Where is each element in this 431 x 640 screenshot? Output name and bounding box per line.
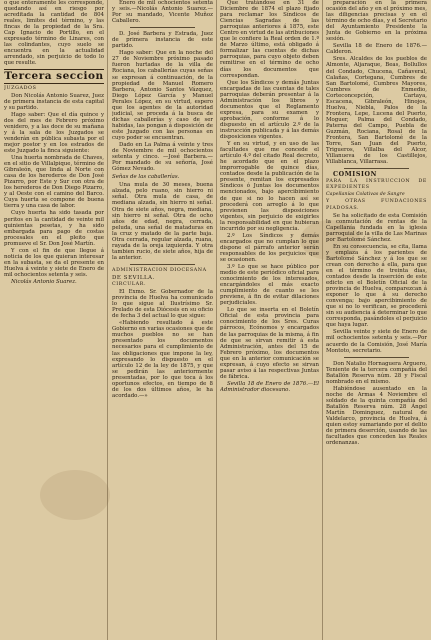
admin-title: ADMINISTRACION DIOCESANA	[112, 267, 207, 273]
col4-paragraph: Habiéndose ausentado en la noche de Armas 4 Noviembre el soldado de la quinta compañía del Batallón Reserva núm. 28 Ángel Martín Dominguez, natural de Valdelarco, provincia de Huelva, á quien estoy sumariando por el delito de primera deserción, usando de las facultades que conceden las Reales ordenanzas.	[326, 385, 427, 447]
admin-paragraph: El Exmo. Sr. Gobernador de la provincia de Huelva ha comunicado lo que sigue al Ilustrísimo Sr. Prelado de esta Diócesis en su oficio de fecha 3 del actual lo que sigue:	[112, 289, 213, 320]
divider	[130, 27, 195, 28]
col2-paragraph: Dado en La Palma á veinte y tres de Noviembre de mil ochocientos setenta y cinco. —José Barbera.—Por mandado de su señoría, José Gómez Nevado.	[112, 142, 213, 173]
comision-subtitle-3: Y OTRAS FUNDACIONES PIADOSAS.	[326, 199, 427, 211]
col1-paragraph: Y con el fin de que llegue á noticia de los que quieran interesar en la subasta, se da el presente en Huelva á veinte y siete de Enero de mil ochocientos setenta y seis.	[4, 247, 104, 278]
col2-paragraph: D. José Barbera y Estrada, Juez de primera instancia de este partido.	[112, 31, 213, 50]
col4-paragraph: En su consecuencia, se cita, llama y emplaza á los parientes de Bartolomé Sánchez y á los que se crean con derecho á ella, para que en el término de treinta días, contados desde la inserción de este edicto en el Boletín Oficial de la provincia de Huelva, comparezcan á exponer lo que á su derecho convenga; bajo apercibimiento de que si no lo verifican, se procederá sin su audiencia á determinar lo que corresponda, pasándoles el perjuicio que haya lugar.	[326, 243, 427, 329]
col3-paragraph: Que los Síndicos y demás Juntas encargadas de las cuentas de tales parroquias deberán presentar á la Administración los libros y documentos que el Reglamento expresa, para su examen y aprobación, conforme á lo dispuesto en el artículo 2.º de la instrucción publicada y á las demás disposiciones vigentes.	[220, 79, 319, 141]
signs-title: Señas de las caballerías.	[112, 174, 180, 181]
col1-paragraph: Cuyo huerta ha sido tasada por peritos en la cantidad de veinte mil quinientas pesetas, y ha sido embargada para pago de costas procesales en el pleito que promueve el Sr. Don José Martín.	[4, 210, 104, 247]
admin-paragraph: «Habiendo resultado á este Gobierno en varias ocasiones que de muchos pueblos no se han presentado los documentos necesarios para el cumplimiento de las obligaciones que impone la ley, expresando lo dispuesto en el artículo 12 de la ley de 1875, y que se pedirán las anteriormente presentadas, por lo que toca á los oportunos efectos, en tiempo de 8 de los dos últimos años, le ha acordado.—»	[112, 320, 213, 399]
col4-paragraph: Don Natalio Hornaguera Arguero, Teniente de la tercera compañía del Batallón Reserva núm. 28 y Fiscal nombrado en el mismo.	[326, 360, 427, 385]
col1-paragraph: Don Nicolás Antonio Suarez, Juez de primera instancia de esta capital y su partido.	[4, 92, 104, 111]
section-subtitle: JUZGADOS	[4, 85, 37, 91]
col2-top: Enero de mil ochocientos setenta y seis.—Nicolás Antonio Suarez.—Por su mandado, Vicente Muñoz Caballero.	[112, 0, 213, 25]
col3-paragraph: Lo que se inserta en el Boletín Oficial de esta provincia para conocimiento de los Sres. Curas párrocos, Ecónomos y encargados de las parroquias de la misma, á fin de que se sirvan remitir á esta Administración, antes del 15 de Febrero próximo, los documentos que en la anterior comunicación se expresan, á cuyo efecto se sirvan pasar aviso á las respectivas Juntas de fábrica.	[220, 307, 319, 380]
col4-top: preparación en la primera ocasión del año y en el próximo mes, las diligencias precisas y en el término de ocho días, y el Secretario del Ayuntamiento Presidente la Junta de Gobierno en la próxima sesión.	[326, 0, 427, 43]
col1-paragraph: Hago saber: Que el día quince y dos del mes de Febrero próximo venidero, y a las doce de su mañana y á la sala de los Juzgados se venderán en pública subasta por el mejor postor y en los estrados de este Juzgado la finca siguiente:	[4, 111, 104, 154]
col3-paragraph: 2.º Los Síndicos y demás encargados que no cumplan lo que dispone el párrafo anterior serán responsables de los perjuicios que se ocasionen.	[220, 232, 319, 263]
col3-paragraph: Que tratándose en 31 de Diciembre de 1874 el plazo fijado para reclamar los Síndicos de Ciencias Sagradas de las parroquias anteriores á 1875, este Centro en virtud de las atribuciones que le confiere la Real orden de 1.º de Marzo último, está obligado á formalizar las cuentas de dichas parroquias, para cuyo objeto deben remitirse en el término de ocho días los documentos que correspondan.	[220, 0, 319, 79]
col1-signature: Nicolás Antonio Suarez.	[11, 278, 77, 285]
admin-place: DE SEVILLA.	[112, 274, 155, 281]
divider	[344, 357, 409, 358]
divider	[130, 264, 195, 265]
section-title: Tercera seccion	[4, 69, 104, 82]
comision-subtitle-1: PARA LA INSTRUCCION DE EXPEDIENTES	[326, 179, 427, 191]
col3-paragraph: 3.º Lo que se hace público por medio de este periódico oficial para conocimiento de los interesados, encargándoles el más exacto cumplimiento de cuanto se les previene, á fin de evitar dilaciones perjudiciales.	[220, 264, 319, 307]
col4-paragraph: Se ha solicitado de esta Comisión la conmutación de rentas de la Capellanía fundada en la iglesia parroquial de la villa de Las Marinas por Bartolomé Sánchez.	[326, 212, 427, 243]
col1-intro: o que enteramente les corresponde, quedando así en riesgo por acreditada la cantidad de 804 reales, limites del término, y las fincas de la propiedad de la Sra. Cap Ignacio de Portillo, en el expresado término de Linares, con las colindantes, cuyo suelo se encuentra en la actualidad arrendado, sin perjuicio de todo lo que resulte.	[4, 0, 104, 67]
column-2	[112, 0, 213, 640]
comision-subtitle-2: Capellanías Colativas de Sangre	[326, 192, 405, 198]
column-3	[220, 0, 319, 640]
col3-paragraph: Y en su virtud, y en uso de las facultades que me concede el artículo 4.º del citado Real decreto, he acordado que en el plazo improrrogable de quince días, contados desde la publicación de la presente, remitan los expresados Síndicos ó Juntas los documentos mencionados, bajo apercibimiento de que si no lo hacen así se procederá con arreglo á lo que previenen las disposiciones vigentes, sin perjuicio de exigirles la responsabilidad en que hubieran incurrido por su negligencia.	[220, 141, 319, 232]
circular-label: CIRCULAR.	[112, 282, 147, 288]
column-rule	[322, 0, 323, 640]
signs-paragraph: Una mula de 30 meses, buena alzada, pelo ruano, sin hierro ni señal. Otra mula de casa, de mediana alzada, sin hierro ni señal. Otra de siete años, negra, mediana, sin hierro ni señal. Otra de ocho años de edad, negra, cerrada, peluda, una señal de mataduras en la cruz y matado de la parte baja. Otra cerrada, regular alzada, ruana, rayada de la oreja izquierda. Y otra tambien rucio, de siete años, hija de la anterior.	[112, 182, 213, 261]
col2-paragraph: Hago saber: Que en la noche del 27 de Noviembre próximo pasado fueron hurtadas de la villa de Rociana, los caballerías cuyas señas se expresan á continuación, de la propiedad de Manuel Romero Barbera, Antonio Santos Vázquez, Diego López García y Manuel Perales López, en su virtud, espero que los agentes de la autoridad judicial, se proceda á la busca de dichas caballerías y caso de ser habidas, las pongan á disposición de este Juzgado con las personas en cuyo poder se encuentran.	[112, 50, 213, 141]
column-4	[326, 0, 427, 640]
col3-signature: Sevilla 18 de Enero de 1876.—El Administrador diocesano.	[220, 380, 319, 393]
column-rule	[216, 0, 217, 640]
col1-paragraph: Una huerta nombrada de Chaves, en el sitio de Villalpique, término de Gibraleón, que linda al Norte con casa de los herederos de Don José Pizarro, por Este y Sur con otra de los herederos de Don Diego Pizarro, y al Oeste con el camino del Barco. Cuya huerta se compone de buena tierra y una casa de labor.	[4, 155, 104, 210]
col4-top: Sevilla 18 de Enero de 1876.—Calderon.	[326, 43, 427, 56]
column-1	[4, 0, 104, 640]
comision-title: COMISION	[333, 171, 377, 179]
col4-top: Sres. Alcaldes de los pueblos de Almonte, Aljaraque, Beas, Bollullos del Condado, Chucena, Cañaveral, Calañas, Cortegana, Cumbres de San Bartolomé, Cumbres Mayores, Cumbres de Enmedio, Corteconcepción, Cartaya, Escacena, Gibraleón, Hinojos, Huelva, Niebla, Palos de la Frontera, Lepe, Lucena del Puerto, Moguer, Palma del Condado, Paterna del Campo, Puebla de Guzmán, Rociana, Rosal de la Frontera, San Bartolomé de la Torre, San Juan del Puerto, Trigueros, Villalba del Alcor, Villanueva de los Castillejos, Villablanca, Villarrasa.	[326, 56, 427, 166]
column-rule	[107, 0, 108, 640]
divider	[344, 168, 409, 169]
col4-paragraph: Sevilla veinte y siete de Enero de mil ochocientos setenta y seis.—Por acuerdo de la Comisión, José María Montoto, secretario.	[326, 329, 427, 354]
